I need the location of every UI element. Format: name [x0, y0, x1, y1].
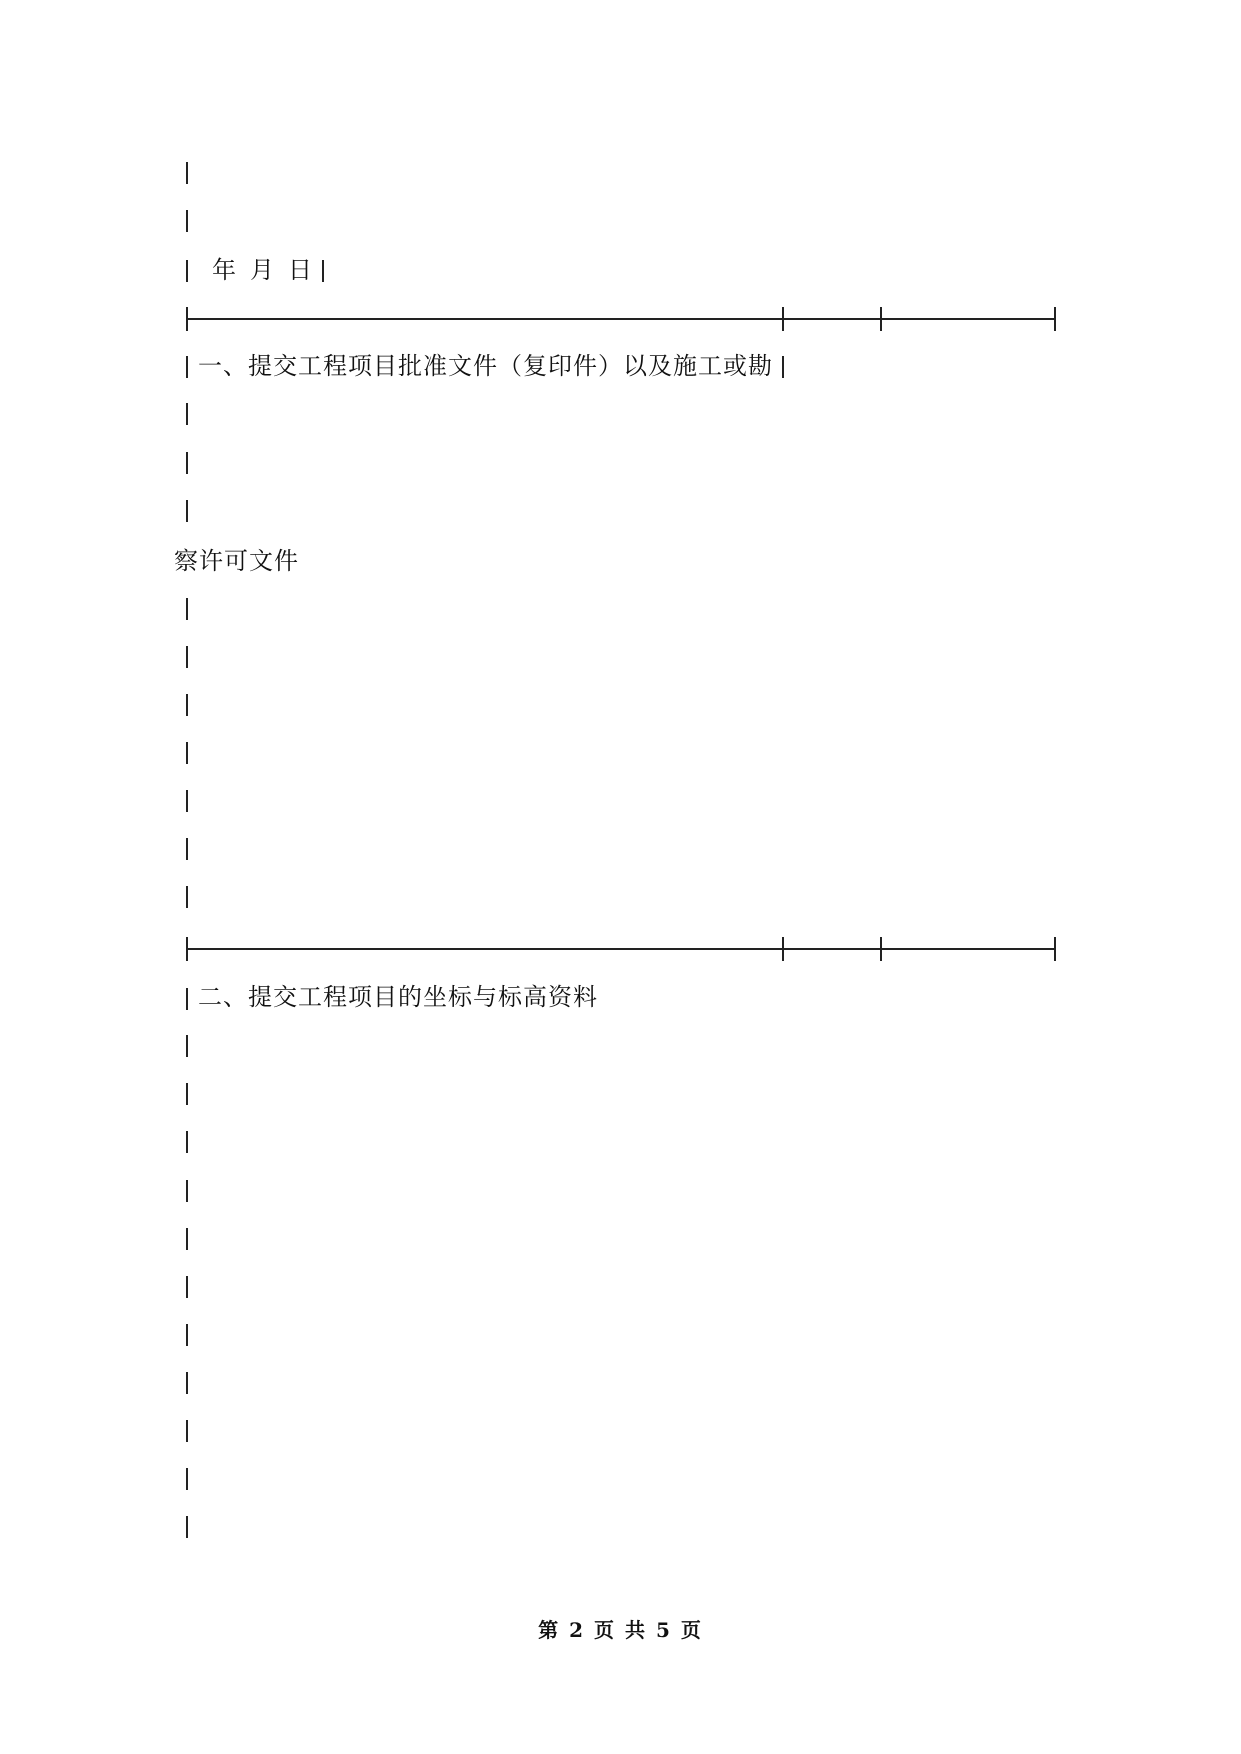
date-month-label: 月	[250, 256, 275, 284]
table-divider-tick	[186, 307, 188, 331]
table-border-left	[186, 1468, 188, 1490]
table-border-left	[186, 1228, 188, 1250]
page-number-footer: 第 2 页 共 5 页	[538, 1618, 703, 1642]
table-border-left	[186, 1131, 188, 1153]
table-border-left	[186, 500, 188, 522]
table-divider-tick	[186, 937, 188, 961]
table-divider-tick	[1054, 307, 1056, 331]
table-divider-tick	[880, 937, 882, 961]
table-border-left	[186, 742, 188, 764]
section1-title: 一、提交工程项目批准文件（复印件）以及施工或勘	[198, 352, 773, 380]
table-border-left	[186, 1276, 188, 1298]
table-divider-line	[186, 318, 1056, 320]
table-border-left	[186, 790, 188, 812]
table-border-left	[186, 356, 188, 378]
section2-title: 二、提交工程项目的坐标与标高资料	[198, 983, 598, 1011]
table-border-left	[186, 403, 188, 425]
table-border-left	[186, 1420, 188, 1442]
date-day-label: 日	[288, 256, 313, 284]
table-border-left	[186, 1180, 188, 1202]
table-divider-tick	[782, 307, 784, 331]
table-border-left	[186, 694, 188, 716]
table-border-left	[186, 260, 188, 282]
section1-title-continued: 察许可文件	[174, 547, 299, 575]
table-border-left	[186, 598, 188, 620]
table-border-left	[186, 646, 188, 668]
table-border-left	[186, 210, 188, 232]
table-border-left	[186, 988, 188, 1010]
table-divider-tick	[782, 937, 784, 961]
table-divider-line	[186, 948, 1056, 950]
table-border-left	[186, 838, 188, 860]
date-year-label: 年	[212, 256, 237, 284]
table-border-left	[186, 1324, 188, 1346]
table-border-left	[186, 1516, 188, 1538]
table-border-left	[186, 452, 188, 474]
table-border-left	[186, 1083, 188, 1105]
table-divider-tick	[880, 307, 882, 331]
table-border-right	[322, 260, 324, 282]
table-border-left	[186, 162, 188, 184]
table-border-left	[186, 1372, 188, 1394]
table-border-left	[186, 1035, 188, 1057]
table-divider-tick	[1054, 937, 1056, 961]
table-border-right	[782, 356, 784, 378]
table-border-left	[186, 886, 188, 908]
